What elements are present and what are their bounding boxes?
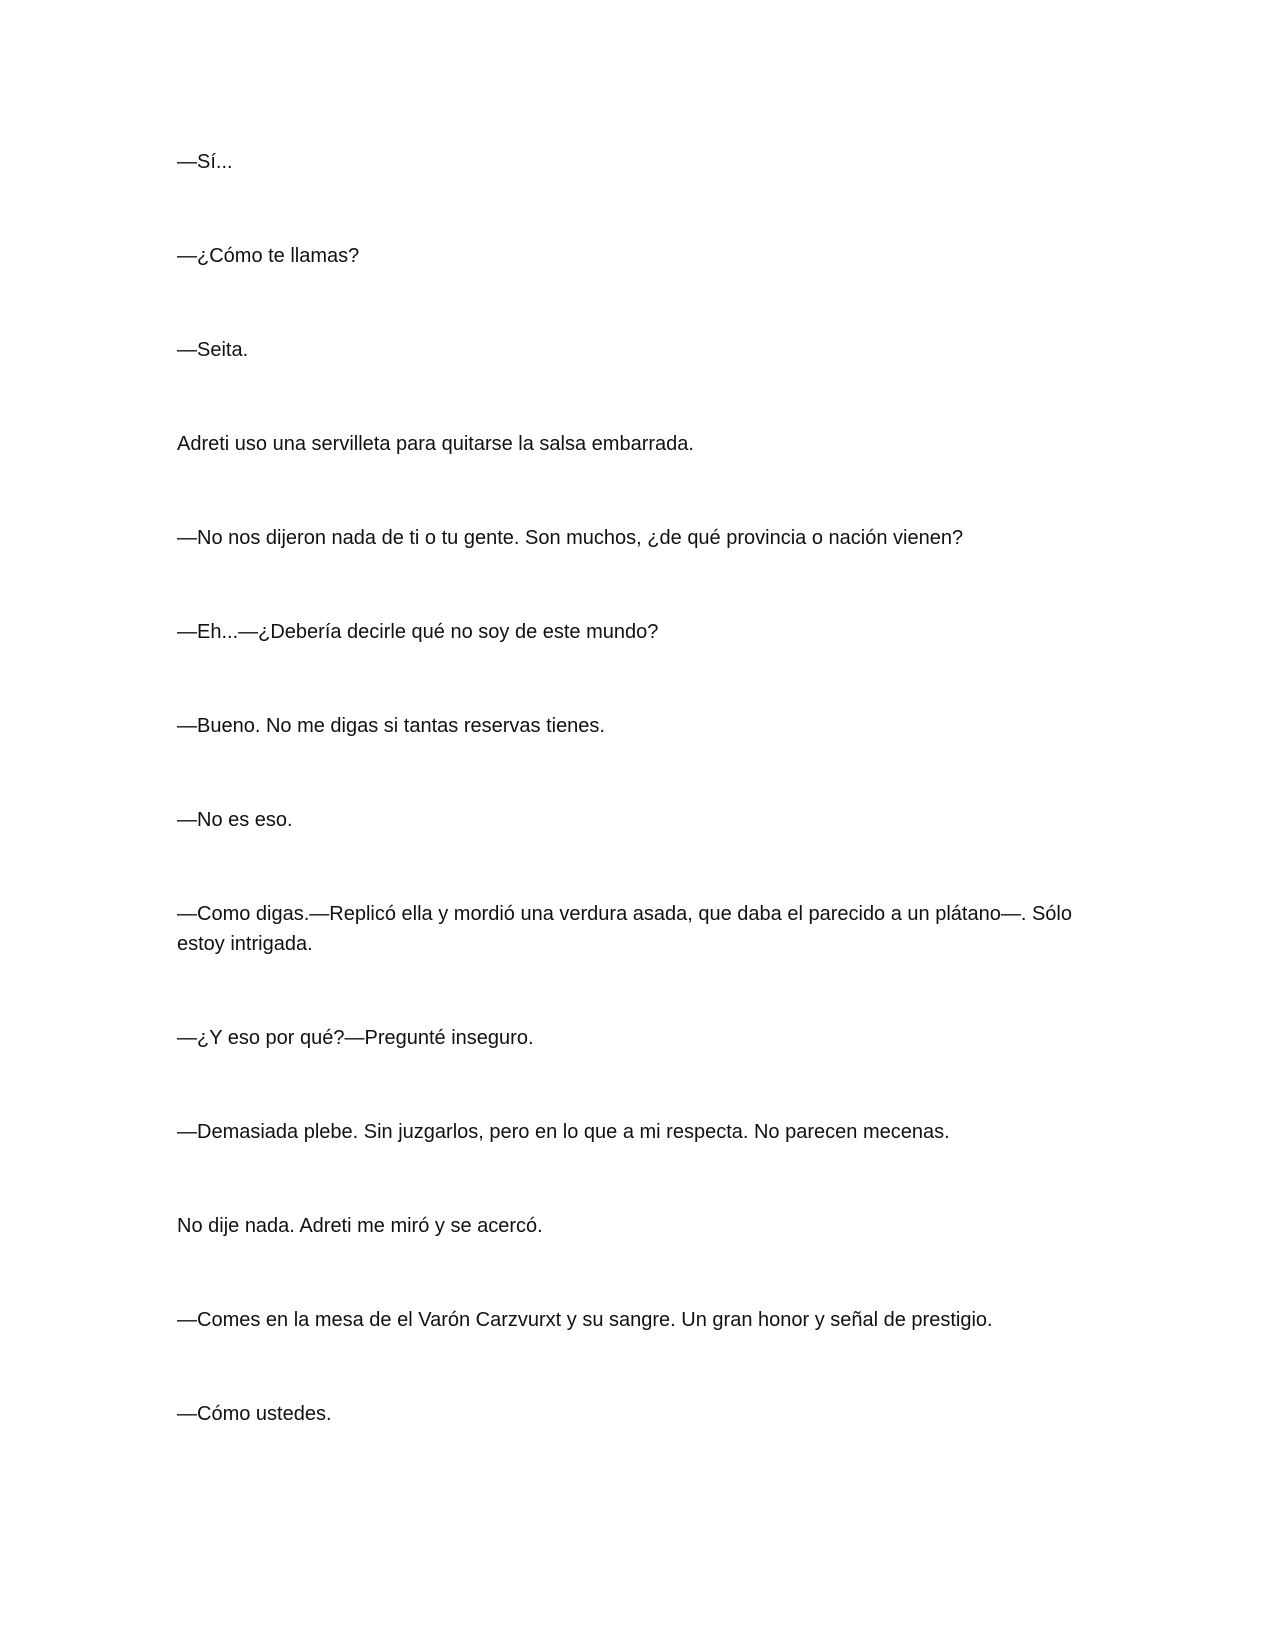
paragraph-2: —¿Cómo te llamas? — [177, 245, 360, 267]
paragraph-7: —Bueno. No me digas si tantas reservas tienes. — [177, 715, 605, 737]
paragraph-14: —Cómo ustedes. — [177, 1403, 332, 1425]
paragraph-3: —Seita. — [177, 339, 249, 361]
paragraph-13: —Comes en la mesa de el Varón Carzvurxt y su sangre. Un gran honor y señal de prestigio. — [177, 1309, 993, 1331]
paragraph-11: —Demasiada plebe. Sin juzgarlos, pero en lo que a mi respecta. No parecen mecenas. — [177, 1121, 950, 1143]
paragraph-4: Adreti uso una servilleta para quitarse la salsa embarrada. — [177, 433, 694, 455]
paragraph-6: —Eh...—¿Debería decirle qué no soy de este mundo? — [177, 621, 659, 643]
paragraph-8: —No es eso. — [177, 809, 293, 831]
paragraph-1: —Sí... — [177, 151, 233, 173]
paragraph-5: —No nos dijeron nada de ti o tu gente. Son muchos, ¿de qué provincia o nación vienen? — [177, 527, 964, 549]
paragraph-9: —Como digas.—Replicó ella y mordió una verdura asada, que daba el parecido a un plátano—. Sólo estoy intrigada. — [177, 903, 1072, 955]
paragraph-12: No dije nada. Adreti me miró y se acercó. — [177, 1215, 543, 1237]
paragraph-10: —¿Y eso por qué?—Pregunté inseguro. — [177, 1027, 534, 1049]
